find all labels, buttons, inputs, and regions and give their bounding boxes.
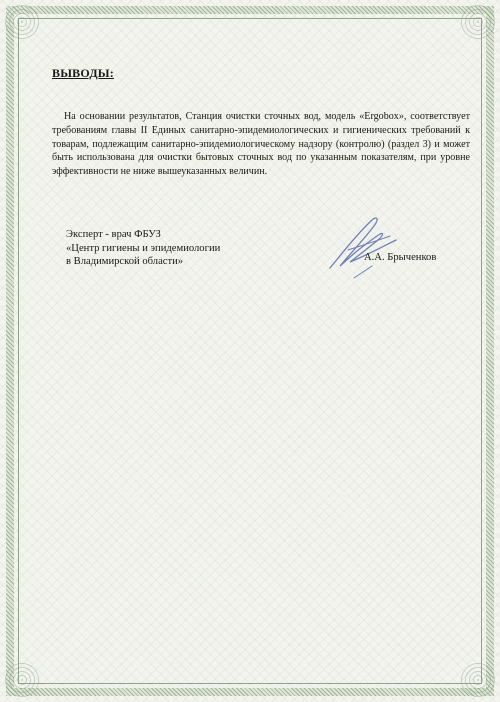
signatory-title: Эксперт - врач ФБУЗ: [66, 229, 161, 240]
conclusions-heading: ВЫВОДЫ:: [52, 66, 114, 80]
signatory-organization: «Центр гигиены и эпидемиологии: [66, 242, 221, 254]
corner-ornament-bottom-left: [2, 660, 42, 700]
conclusions-paragraph: На основании результатов, Станция очистки сточных вод, модель «Ergobox», соответствует требованиям главы II Единых санитарно-эпидемиологических и гигиенических требований к товарам, подлежащим санитарно-эпидемиологическому надзору (контролю) (раздел 3) и может быть использована для очистки бытовых сточных вод по указанным показателям, при уровне эффективности не ниже вышеуказанных величин.: [52, 111, 470, 178]
corner-ornament-top-left: [2, 2, 42, 42]
corner-ornament-bottom-right: [458, 660, 498, 700]
signatory-block: [66, 228, 220, 269]
handwritten-signature-icon: [310, 206, 420, 286]
signatory-name: А.А. Брыченков: [364, 252, 437, 263]
signatory-region: в Владимирской области»: [66, 256, 184, 268]
corner-ornament-top-right: [458, 2, 498, 42]
